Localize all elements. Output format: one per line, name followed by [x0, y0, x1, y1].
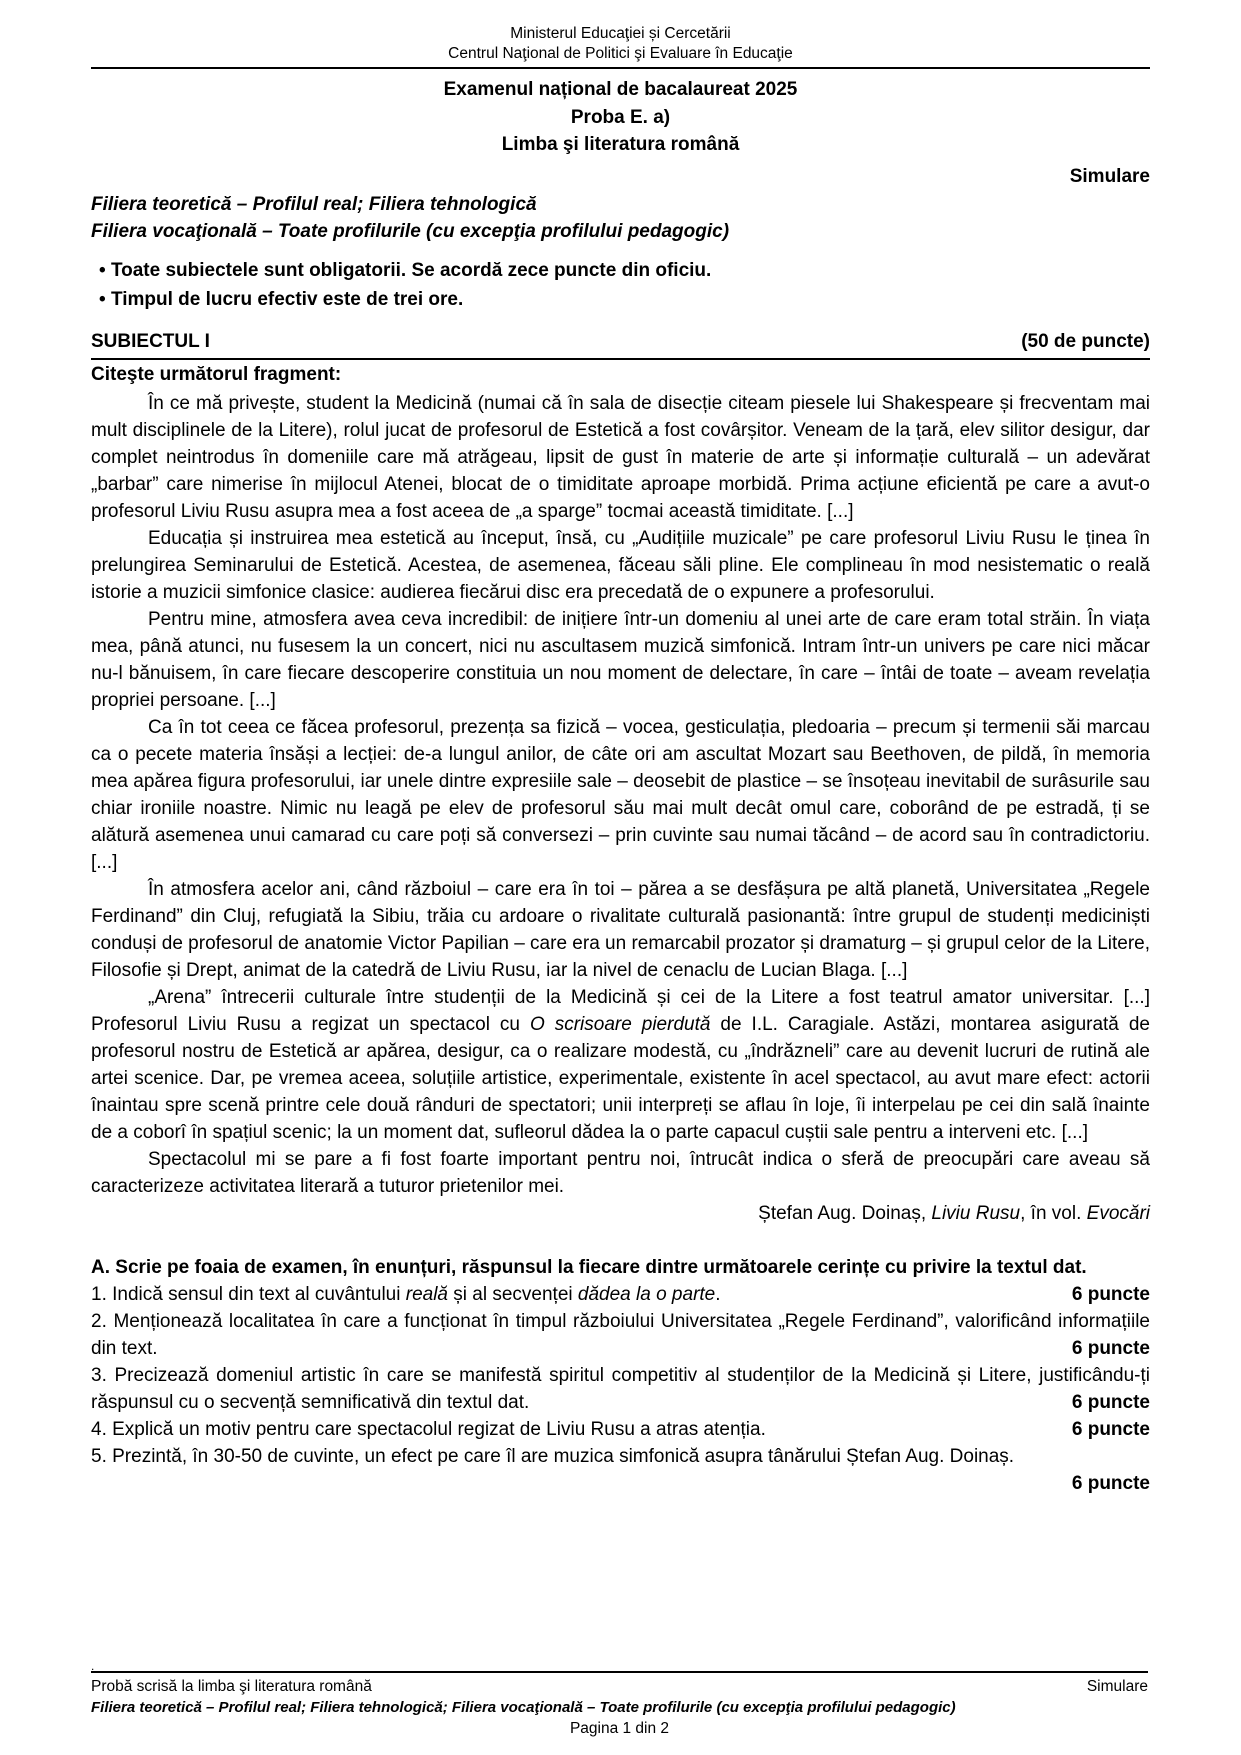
fragment-paragraph: „Arena” întrecerii culturale între studenții de la Medicină și cei de la Litere a fost teatrul amator universitar. [...] Profesorul Liviu Rusu a regizat un spectacol cu O scrisoare pierdută de I.L. Caragiale. Astăzi, montarea asigurată de profesorul nostru de Estetică ar apărea, desigur, ca o realizare modestă, cu „îndrăzneli” care au devenit lucruri de rutină ale artei scenice. Dar, pe vremea aceea, soluțiile artistice, experimentale, existente în acel spectacol, au avut mare efect: actorii înaintau spre scenă printre cele două rânduri de spectatori; unii interpreți se aflau în loje, îi interpelau pe cei din sală înainte de a coborî în spațiul scenic; la un moment dat, sufleorul dădea la o parte capacul cuștii sale pentru a interveni etc. [...]: [91, 986, 1150, 1143]
instruction-bullet-1: [91, 256, 1150, 285]
exam-title: [91, 76, 1150, 159]
question-3-points: 6 puncte: [1071, 1391, 1150, 1413]
instructions-list: [91, 256, 1150, 314]
footer-divider: [91, 1671, 1148, 1673]
fragment-paragraph: Ca în tot ceea ce făcea profesorul, prezența sa fizică – vocea, gesticulația, pledoaria – precum și termenii săi marcau ca o pecete materia însăși a lecției: de-a lungul anilor, de câte ori am ascultat Mozart sau Beethoven, de pildă, în memoria mea apărea figura profesorului, iar unele dintre expresiile sale – deosebit de plastice – se însoțeau inevitabil de surâsurile sau chiar ironiile noastre. Nimic nu leagă pe elev de profesorul său mai mult decât omul care, coborând de pe estradă, ți se alătură asemenea unui camarad cu care poți să conversezi – prin cuvinte sau numai tăcând – de acord sau în contradictoriu. [...]: [91, 716, 1150, 873]
question-1: [91, 1281, 1150, 1308]
question-2: [91, 1308, 1150, 1362]
fragment-paragraph: În atmosfera acelor ani, când războiul – care era în toi – părea a se desfășura pe altă planetă, Universitatea „Regele Ferdinand” din Cluj, refugiată la Sibiu, trăia cu ardoare o rivalitate culturală pasionantă: între grupul de studenți mediciniști conduși de profesorul de anatomie Victor Papilian – care era un remarcabil prozator și dramaturg – și grupul celor de la Litere, Filosofie și Drept, animat de la catedră de Liviu Rusu, iar la nivel de cenaclu de Lucian Blaga. [...]: [91, 878, 1150, 981]
question-1-points: 6 puncte: [1071, 1283, 1150, 1305]
question-4-points: 6 puncte: [1071, 1418, 1150, 1440]
fragment-paragraph: Spectacolul mi se pare a fi fost foarte important pentru noi, întrucât indica o sferă de preocupări care aveau să caracterizeze activitatea literară a tuturor prietenilor mei.: [91, 1148, 1150, 1197]
subject-points: (50 de puncte): [1021, 330, 1150, 352]
footer-variant: Simulare: [1086, 1678, 1148, 1695]
exam-title-line-2: Proba E. a): [570, 106, 671, 128]
question-4-text: 4. Explică un motiv pentru care spectacolul regizat de Liviu Rusu a atras atenția.: [91, 1418, 766, 1440]
filiera-block: [91, 191, 1150, 245]
question-3: [91, 1362, 1150, 1416]
instruction-bullet-1-text: Toate subiectele sunt obligatorii. Se acordă zece puncte din oficiu.: [110, 259, 712, 281]
question-2-text: 2. Menționează localitatea în care a funcționat în timpul războiului Universitatea „Regele Ferdinand”, valorificând informațiile din text.: [91, 1310, 1150, 1359]
exam-title-line-3: Limba şi literatura română: [501, 134, 740, 155]
questions-list: [91, 1281, 1150, 1497]
filiera-line-2: Filiera vocaţională – Toate profilurile (cu excepţia profilului pedagogic): [91, 220, 730, 242]
header-divider: [91, 67, 1150, 69]
footer-dot: .: [91, 1659, 95, 1673]
fragment-paragraph: În ce mă privește, student la Medicină (numai că în sala de disecție citeam piesele lui Shakespeare și frecventam mai mult disciplinele de la Litere), rolul jucat de profesorul de Estetică a fost covârșitor. Veneam de la țară, elev silitor desigur, dar complet neintrodus în domeniile care mă atrăgeau, lipsit de gust în materie de arte și informație culturală – un adevărat „barbar” care nimerise în mijlocul Atenei, blocat de o timiditate aproape morbidă. Prima acțiune eficientă pe care a avut-o profesorul Liviu Rusu asupra mea a fost aceea de „a sparge” tocmai această timiditate. [...]: [91, 392, 1150, 522]
footer-proba: Probă scrisă la limba şi literatura română: [91, 1678, 372, 1695]
bullet-icon: •: [99, 288, 106, 310]
question-1-text: 1. Indică sensul din text al cuvântului reală și al secvenței dădea la o parte.: [91, 1283, 721, 1305]
question-4: [91, 1416, 1150, 1443]
question-2-points: 6 puncte: [1071, 1337, 1150, 1359]
ministry-line-2: Centrul Naţional de Politici şi Evaluare în Educaţie: [448, 45, 793, 62]
subject-heading: SUBIECTUL I: [91, 330, 210, 352]
fragment-paragraph: Educația și instruirea mea estetică au început, însă, cu „Audițiile muzicale” pe care profesorul Liviu Rusu le ținea în prelungirea Seminarului de Estetică. Acestea, de asemenea, făceau săli pline. Ele complineau în mod nesistematic o reală istorie a muzicii simfonice clasice: audierea fiecărui disc era precedată de o expunere a profesorului.: [91, 527, 1150, 603]
text-fragment: [91, 390, 1150, 1227]
ministry-line-1: Ministerul Educaţiei și Cercetării: [510, 25, 731, 42]
question-5-text: 5. Prezintă, în 30-50 de cuvinte, un efect pe care îl are muzica simfonică asupra tânărului Ștefan Aug. Doinaș.: [91, 1445, 1015, 1467]
fragment-paragraph: Pentru mine, atmosfera avea ceva incredibil: de inițiere într-un domeniu al unei arte de care eram total străin. În viața mea, până atunci, nu fusesem la un concert, nici nu ascultasem muzică simfonică. Intram într-un univers pe care nici măcar nu-l bănuisem, în care fiecare descoperire constituia un nou moment de delectare, în care – întâi de toate – aveam revelația propriei persoane. [...]: [91, 608, 1150, 711]
instruction-bullet-2-text: Timpul de lucru efectiv este de trei ore.: [110, 288, 464, 310]
question-5-points: 6 puncte: [1071, 1472, 1150, 1494]
fragment-instruction: Citeşte următorul fragment:: [91, 363, 342, 385]
exam-title-line-1: Examenul național de bacalaureat 2025: [443, 79, 798, 100]
footer-page-number: Pagina 1 din 2: [569, 1720, 670, 1737]
page-footer: [91, 1661, 1148, 1739]
question-3-text: 3. Precizează domeniul artistic în care se manifestă spiritul competitiv al studenților de la Medicină și Litere, justificându-ți răspunsul cu o secvență semnificativă din textul dat.: [91, 1364, 1150, 1413]
variant-label: Simulare: [1069, 165, 1150, 187]
subject-heading-row: [91, 328, 1150, 360]
filiera-line-1: Filiera teoretică – Profilul real; Filiera tehnologică: [91, 193, 537, 215]
footer-filiera: Filiera teoretică – Profilul real; Filiera tehnologică; Filiera vocaţională – Toate profilurile (cu excepţia profilului pedagogic): [91, 1699, 956, 1716]
fragment-attribution: Ștefan Aug. Doinaș, Liviu Rusu, în vol. Evocări: [758, 1202, 1150, 1224]
bullet-icon: •: [99, 259, 106, 281]
footer-row: [91, 1676, 1148, 1697]
section-a-heading: A. Scrie pe foaia de examen, în enunțuri, răspunsul la fiecare dintre următoarele cerințe cu privire la textul dat.: [91, 1256, 1087, 1278]
instruction-bullet-2: [91, 285, 1150, 314]
question-5: [91, 1443, 1150, 1470]
